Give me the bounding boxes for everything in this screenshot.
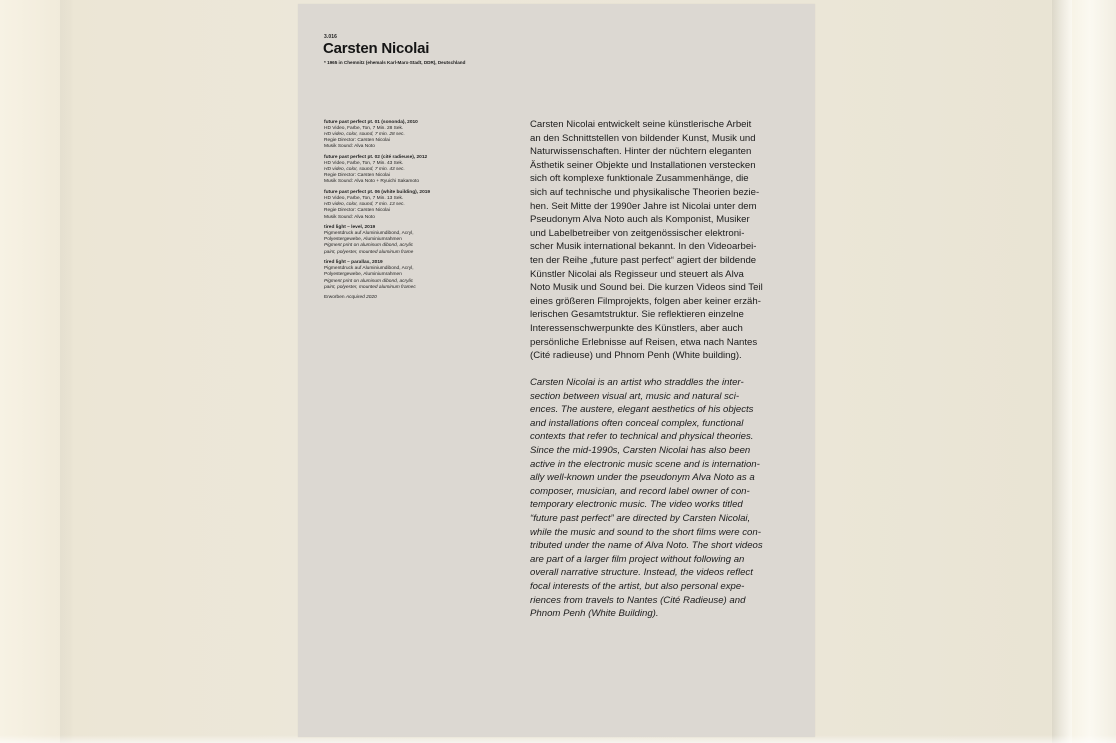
text-line: while the music and sound to the short films were con- bbox=[530, 526, 761, 538]
wall-corner-shadow bbox=[60, 0, 74, 743]
work-detail-line: Pigment print on aluminum dibond, acrylic bbox=[324, 243, 414, 249]
work-detail-line: Musik Sound: Alva Noto bbox=[324, 214, 375, 220]
work-detail-line: Polyestergewebe, Aluminiumrahmen bbox=[324, 272, 402, 278]
work-detail-line: Polyestergewebe, Aluminiumrahmen bbox=[324, 237, 402, 243]
description-german bbox=[530, 118, 802, 363]
work-detail-line: HD Video, Farbe, Ton, 7 Min. 43 Sek. bbox=[324, 161, 404, 167]
work-title: future past perfect pt. 06 (white building), 2019 bbox=[324, 190, 431, 196]
text-line: und Labelbetreiber von zeitgenössischer elektroni- bbox=[530, 227, 745, 239]
text-line: sich oft komplexe funktionale Zusammenhänge, die bbox=[530, 173, 749, 185]
work-title: future past perfect pt. 02 (cité radieuse), 2012 bbox=[324, 155, 428, 161]
work-title: tired light – parallax, 2019 bbox=[324, 260, 383, 266]
text-line: hen. Seit Mitte der 1990er Jahre ist Nicolai unter dem bbox=[530, 200, 757, 212]
text-line: tributed under the name of Alva Noto. The short videos bbox=[530, 540, 763, 552]
work-detail-line: HD Video, Farbe, Ton, 7 Min. 28 Sek. bbox=[324, 126, 404, 132]
work-entry bbox=[324, 155, 484, 185]
text-line: and installations often conceal complex, functional bbox=[530, 417, 744, 429]
text-line: overall narrative structure. Instead, the videos reflect bbox=[530, 567, 753, 579]
text-line: Noto Musik und Sound bei. Die kurzen Videos sind Teil bbox=[530, 282, 763, 294]
text-line: ences. The austere, elegant aesthetics of his objects bbox=[530, 404, 754, 416]
work-entry bbox=[324, 190, 484, 220]
text-line: contexts that refer to technical and physical theories. bbox=[530, 431, 754, 443]
text-line: Naturwissenschaften. Hinter der nüchtern eleganten bbox=[530, 146, 752, 158]
acquired-german: Erworben bbox=[324, 295, 345, 301]
artist-bio: * 1965 in Chemnitz (ehemals Karl-Marx-Stadt, DDR), Deutschland bbox=[324, 60, 466, 65]
text-line: persönliche Erlebnisse auf Reisen, etwa nach Nantes bbox=[530, 336, 758, 348]
work-detail-line: Pigment print on aluminum dibond, acrylic bbox=[324, 278, 414, 284]
work-entry bbox=[324, 225, 484, 255]
text-line: sich auf technische und physikalische Theorien bezie- bbox=[530, 186, 760, 198]
text-line: Interessenschwerpunkte des Künstlers, aber auch bbox=[530, 322, 743, 334]
work-title: future past perfect pt. 01 (sononda), 2010 bbox=[324, 120, 418, 125]
text-line: ten der Reihe „future past perfect“ agiert der bildende bbox=[530, 254, 757, 266]
work-entry bbox=[324, 260, 484, 290]
work-detail-line: HD video, color, sound, 7 min. 43 sec. bbox=[324, 167, 405, 173]
work-detail-line: Musik Sound: Alva Noto bbox=[324, 144, 375, 150]
text-line: scher Musik international bekannt. In den Videoarbei- bbox=[530, 241, 757, 253]
text-line: section between visual art, music and natural sci- bbox=[530, 390, 740, 402]
text-line: Ästhetik seiner Objekte und Installationen verstecken bbox=[530, 159, 756, 171]
text-line: Carsten Nicolai entwickelt seine künstlerische Arbeit bbox=[530, 119, 752, 130]
work-detail-line: Regie Director: Carsten Nicolai bbox=[324, 208, 390, 214]
text-line: an den Schnittstellen von bildender Kunst, Musik und bbox=[530, 132, 756, 144]
text-line: “future past perfect” are directed by Carsten Nicolai, bbox=[530, 512, 751, 524]
works-list bbox=[324, 120, 484, 301]
work-detail-line: HD video, color, sound, 7 min. 28 sec. bbox=[324, 132, 405, 138]
work-detail-line: Regie Director: Carsten Nicolai bbox=[324, 138, 390, 144]
acquired-english: Acquired 2020 bbox=[345, 295, 377, 301]
text-line: (Cité radieuse) und Phnom Penh (White building). bbox=[530, 350, 742, 362]
text-line: composer, musician, and record label owner of con- bbox=[530, 485, 750, 497]
text-line: active in the electronic music scene and is internation- bbox=[530, 458, 760, 470]
text-line: Künstler Nicolai als Regisseur und steuert als Alva bbox=[530, 268, 744, 280]
work-title: tired light – level, 2019 bbox=[324, 225, 376, 231]
work-detail-line: Regie Director: Carsten Nicolai bbox=[324, 173, 390, 179]
description-english bbox=[530, 376, 802, 621]
text-line: lerischen Gesamtstruktur. Sie reflektieren einzelne bbox=[530, 309, 744, 321]
artist-name: Carsten Nicolai bbox=[323, 40, 430, 57]
text-line: Carsten Nicolai is an artist who straddles the inter- bbox=[530, 377, 744, 388]
museum-label-panel bbox=[298, 4, 815, 737]
work-detail-line: Pigmentdruck auf Aluminiumdibond, Acryl, bbox=[324, 266, 414, 272]
text-line: ally well-known under the pseudonym Alva Noto as a bbox=[530, 472, 755, 484]
work-detail-line: HD Video, Farbe, Ton, 7 Min. 13 Sek. bbox=[324, 196, 404, 202]
text-line: focal interests of the artist, but also personal expe- bbox=[530, 580, 745, 592]
work-detail-line: paint, polyester, mounted aluminum frame bbox=[324, 249, 414, 255]
text-line: Phnom Penh (White Building). bbox=[530, 608, 659, 620]
text-line: Since the mid-1990s, Carsten Nicolai has also been bbox=[530, 444, 751, 456]
acquisition-line bbox=[324, 295, 484, 301]
text-line: Pseudonym Alva Noto auch als Komponist, Musiker bbox=[530, 214, 750, 226]
work-detail-line: HD video, color, sound, 7 min. 13 sec. bbox=[324, 202, 405, 208]
work-entry bbox=[324, 120, 484, 150]
work-detail-line: Pigmentdruck auf Aluminiumdibond, Acryl, bbox=[324, 231, 414, 237]
work-detail-line: paint, polyester, mounted aluminum framec bbox=[324, 284, 416, 290]
work-detail-line: Musik Sound: Alva Noto + Ryuichi Sakamoto bbox=[324, 179, 420, 185]
text-line: riences from travels to Nantes (Cité Radieuse) and bbox=[530, 594, 746, 606]
wall-edge bbox=[1052, 0, 1072, 743]
text-line: temporary electronic music. The video works titled bbox=[530, 499, 743, 511]
inventory-number: 3.016 bbox=[324, 34, 338, 40]
text-line: are part of a larger film project without following an bbox=[530, 553, 745, 565]
text-line: eines größeren Filmprojekts, folgen aber keiner erzäh- bbox=[530, 295, 761, 307]
